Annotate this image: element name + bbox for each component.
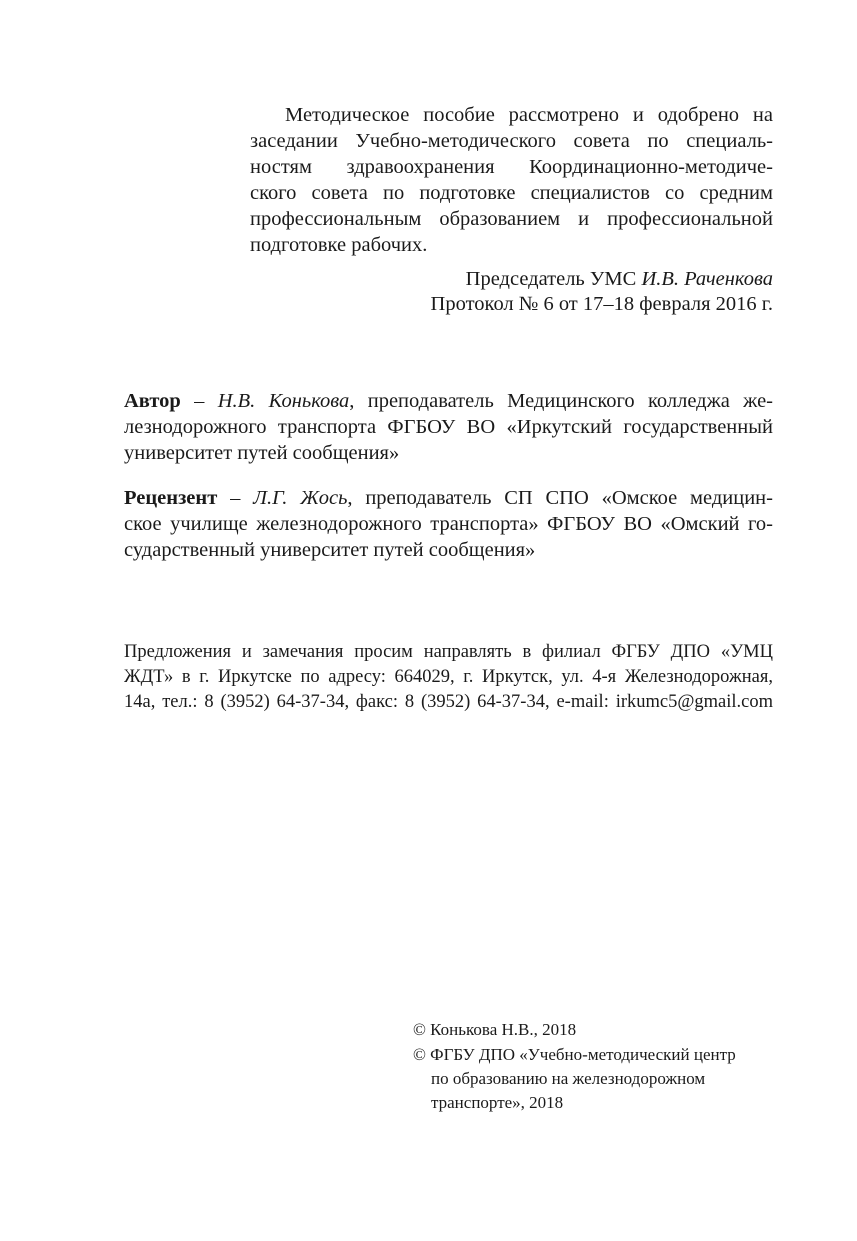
chair-label: Председатель УМС bbox=[465, 268, 642, 290]
chair-signature bbox=[466, 266, 773, 292]
approval-line: ностям здравоохранения Координационно-методиче- bbox=[250, 156, 773, 178]
author-line bbox=[124, 388, 773, 414]
protocol: Протокол № 6 от 17–18 февраля 2016 г. bbox=[430, 293, 773, 315]
dash: – bbox=[180, 390, 218, 412]
author-text: , преподаватель Медицинского колледжа же- bbox=[349, 390, 773, 412]
author-line: университет путей сообщения» bbox=[124, 442, 400, 464]
contacts-line: ЖДТ» в г. Иркутске по адресу: 664029, г. Иркутск, ул. 4-я Железнодорожная, bbox=[124, 667, 773, 687]
reviewer-text: , преподаватель СП СПО «Омское медицин- bbox=[347, 487, 773, 509]
author-name: Н.В. Конькова bbox=[217, 390, 350, 412]
approval-line: ского совета по подготовке специалистов со средним bbox=[250, 182, 773, 204]
approval-line: подготовке рабочих. bbox=[250, 234, 428, 256]
reviewer-line: сударственный университет путей сообщения» bbox=[124, 539, 536, 561]
contacts-line: 14а, тел.: 8 (3952) 64-37-34, факс: 8 (3952) 64-37-34, e-mail: irkumc5@gmail.com bbox=[124, 692, 773, 712]
reviewer-line: ское училище железнодорожного транспорта» ФГБОУ ВО «Омский го- bbox=[124, 513, 773, 535]
dash: – bbox=[217, 487, 254, 509]
approval-line: профессиональным образованием и профессиональной bbox=[250, 208, 773, 230]
author-line: лезнодорожного транспорта ФГБОУ ВО «Иркутский государственный bbox=[124, 416, 773, 438]
contacts-line: Предложения и замечания просим направлять в филиал ФГБУ ДПО «УМЦ bbox=[124, 642, 773, 662]
author-label: Автор bbox=[124, 390, 181, 412]
approval-line: Методическое пособие рассмотрено и одобрено на bbox=[285, 104, 773, 126]
chair-name: И.В. Раченкова bbox=[641, 268, 773, 290]
approval-line: заседании Учебно-методического совета по специаль- bbox=[250, 130, 773, 152]
reviewer-line bbox=[124, 485, 773, 511]
reviewer-name: Л.Г. Жось bbox=[253, 487, 348, 509]
reviewer-label: Рецензент bbox=[124, 487, 218, 509]
copyright-line: © ФГБУ ДПО «Учебно-методический центр bbox=[413, 1045, 736, 1064]
copyright-line: транспорте», 2018 bbox=[431, 1093, 564, 1112]
copyright-line: по образованию на железнодорожном bbox=[431, 1069, 706, 1088]
copyright-line: © Конькова Н.В., 2018 bbox=[413, 1020, 577, 1039]
